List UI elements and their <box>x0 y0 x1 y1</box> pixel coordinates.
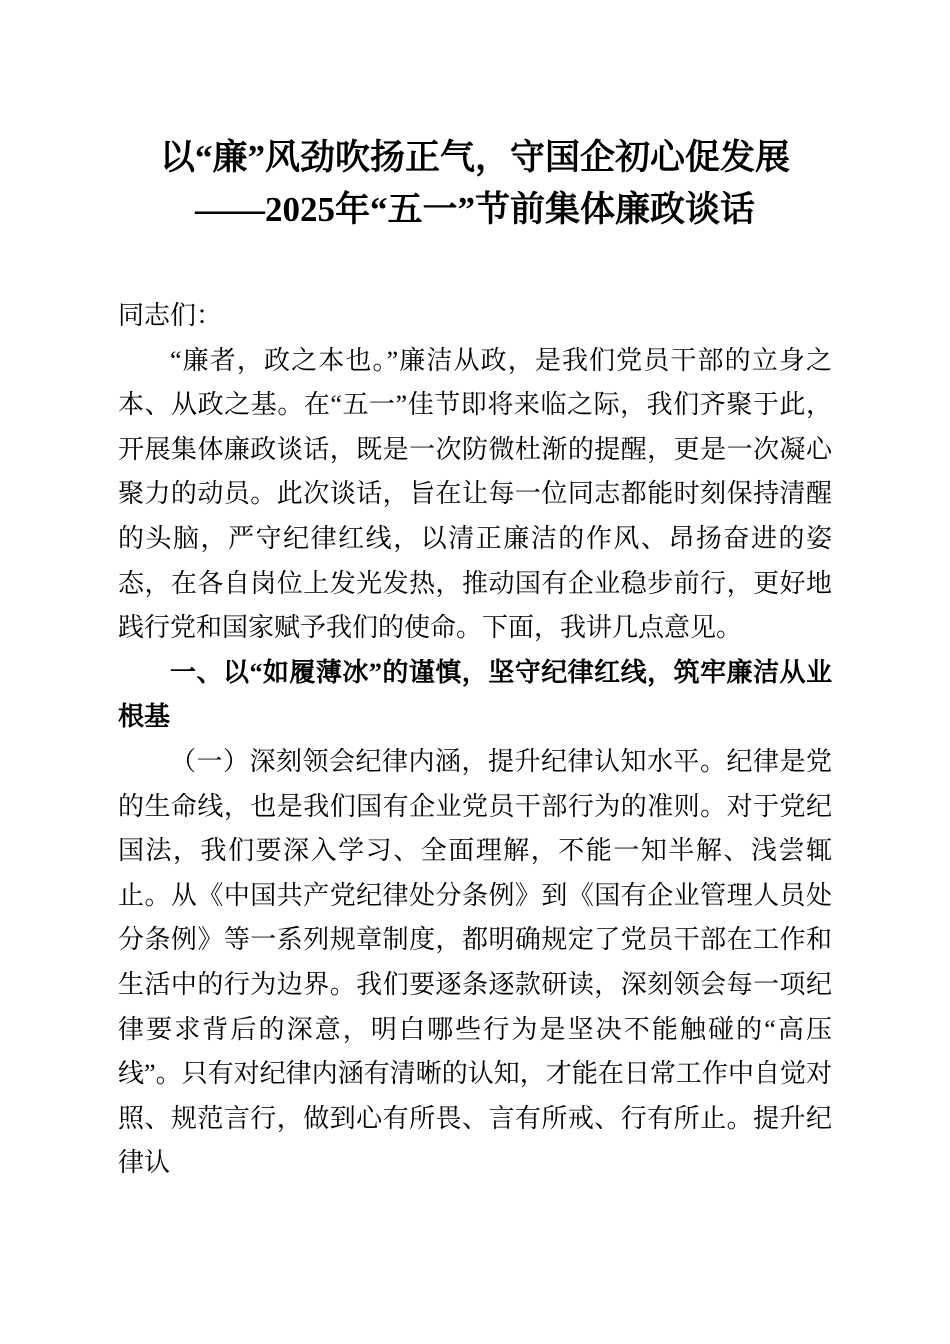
intro-paragraph: “廉者，政之本也。”廉洁从政，是我们党员干部的立身之本、从政之基。在“五一”佳节即将来临之际，我们齐聚于此，开展集体廉政谈话，既是一次防微杜渐的提醒，更是一次凝心聚力的动员。此次谈话，旨在让每一位同志都能时刻保持清醒的头脑，严守纪律红线，以清正廉洁的作风、昂扬奋进的姿态，在各自岗位上发光发热，推动国有企业稳步前行，更好地践行党和国家赋予我们的使命。下面，我讲几点意见。 <box>118 345 832 643</box>
document-title <box>118 132 832 236</box>
title-line-2: ——2025年“五一”节前集体廉政谈话 <box>194 190 755 229</box>
salutation: 同志们： <box>118 301 223 330</box>
title-line-1: 以“廉”风劲吹扬正气，守国企初心促发展 <box>159 138 790 177</box>
section-1-paragraph-1: （一）深刻领会纪律内涵，提升纪律认知水平。纪律是党的生命线，也是我们国有企业党员干部行为的准则。对于党纪国法，我们要深入学习、全面理解，不能一知半解、浅尝辄止。从《中国共产党纪律处分条例》到《国有企业管理人员处分条例》等一系列规章制度，都明确规定了党员干部在工作和生活中的行为边界。我们要逐条逐款研读，深刻领会每一项纪律要求背后的深意，明白哪些行为是坚决不能触碰的“高压线”。只有对纪律内涵有清晰的认知，才能在日常工作中自觉对照、规范言行，做到心有所畏、言有所戒、行有所止。提升纪律认 <box>118 746 832 1178</box>
section-1-heading: 一、以“如履薄冰”的谨慎，坚守纪律红线，筑牢廉洁从业根基 <box>118 657 832 732</box>
